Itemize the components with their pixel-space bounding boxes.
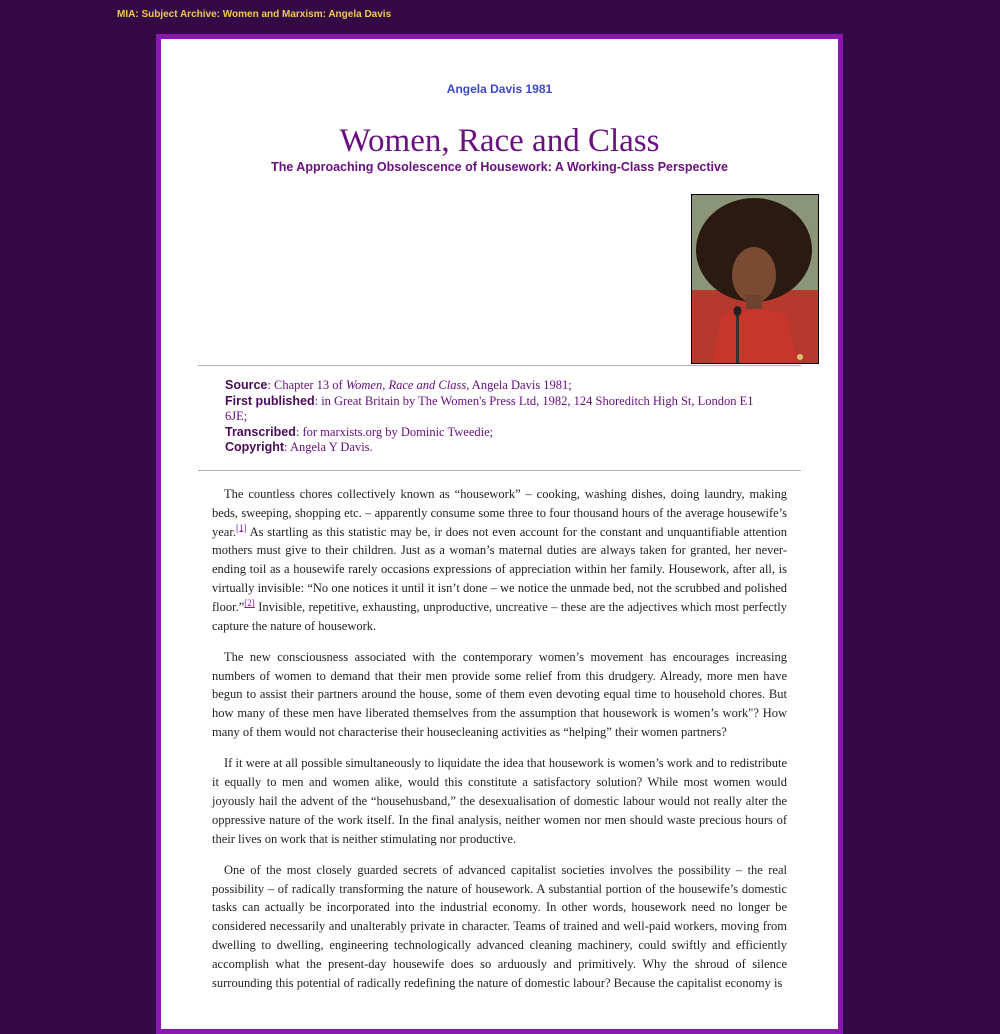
copyright-label: Copyright — [225, 440, 285, 455]
breadcrumb-link[interactable]: MIA: Subject Archive: Women and Marxism: Angela Davis — [117, 9, 392, 20]
footnote-link-1[interactable]: [1] — [235, 522, 247, 533]
author-year: Angela Davis 1981 — [446, 82, 553, 96]
divider-top — [198, 365, 801, 366]
paragraph-1 — [212, 485, 787, 635]
paragraph-4: One of the most closely guarded secrets of advanced capitalist societies involves the possibility – the real possibility – of radically transforming the nature of housework. A substantial portion of the housewife’s domestic tasks can actually be incorporated into the industrial economy. In other words, housework need no longer be considered necessarily and unalterably private in character. Teams of trained and well-paid workers, moving from dwelling to dwelling, engineering technologically advanced cleaning machinery, could swiftly and efficiently accomplish what the present-day housewife does so arduously and primitively. Why the shroud of silence surrounding this potential of radically redefining the nature of domestic labour? Because the capitalist economy is — [212, 862, 787, 990]
footnote-link-2[interactable]: [2] — [244, 597, 255, 608]
page-title: Women, Race and Class — [339, 123, 660, 159]
transcribed-text: : for marxists.org by Dominic Tweedie; — [295, 424, 494, 439]
chapter-subtitle: The Approaching Obsolescence of Housework: A Working-Class Perspective — [271, 160, 728, 174]
source-line — [225, 378, 770, 394]
source-book: Women, Race and Class — [345, 378, 467, 392]
paragraph-1-part-b: As startling as this statistic may be, ir does not even account for the constant and unquantifiable attention mothers must give to their children. Just as a woman’s maternal duties are always taken for granted, her never-ending toil as a housewife rarely occasions expressions of appreciation within her family. Housework, after all, is virtually invisible: “No one notices it until it isn’t done – we notice the unmade bed, not the scrubbed and polished floor.” — [212, 524, 787, 614]
paragraph-1-part-c: Invisible, repetitive, exhausting, unproductive, uncreative – these are the adjectives which most perfectly capture the nature of housework. — [212, 599, 787, 633]
paragraph-2: The new consciousness associated with the contemporary women’s movement has encourages increasing numbers of women to demand that their men provide some relief from this drudgery. Already, more men have begun to assist their partners around the house, some of them even devoting equal time to household chores. But how many of these men have liberated themselves from the assumption that housework is women’s work"? How many of them would not characterise their housecleaning activities as “helping” their women partners? — [212, 649, 787, 740]
transcribed-line — [225, 425, 770, 441]
source-label: Source — [225, 378, 268, 392]
document-page — [161, 39, 838, 1029]
copyright-text: : Angela Y Davis. — [284, 440, 373, 455]
paragraph-1-part-a: The countless chores collectively known as “housework” – cooking, washing dishes, doing laundry, making beds, sweeping, shopping etc. – apparently consume some three to four thousand hours of the average housewife’s year. — [212, 487, 787, 539]
source-info — [225, 378, 770, 456]
copyright-line — [225, 440, 770, 456]
author-portrait — [691, 194, 819, 364]
divider-bottom — [198, 470, 801, 471]
transcribed-label: Transcribed — [225, 424, 296, 439]
source-post: , Angela Davis 1981; — [466, 378, 572, 392]
published-line — [225, 394, 770, 425]
paragraph-3: If it were at all possible simultaneously to liquidate the idea that housework is women’s work and to redistribute it equally to men and women alike, would this constitute a satisfactory solution? While most women would joyously hail the advent of the “househusband,” the desexualisation of domestic labour would not really alter the oppressive nature of the work itself. In the final analysis, neither women nor men should waste precious hours of their lives on work that is neither stimulating nor productive. — [212, 756, 787, 846]
source-pre: : Chapter 13 of — [267, 378, 346, 392]
published-text: : in Great Britain by The Women's Press Ltd, 1982, 124 Shoreditch High St, London E1 6JE; — [225, 393, 754, 424]
article-body — [212, 485, 787, 1005]
published-label: First published — [225, 393, 315, 408]
